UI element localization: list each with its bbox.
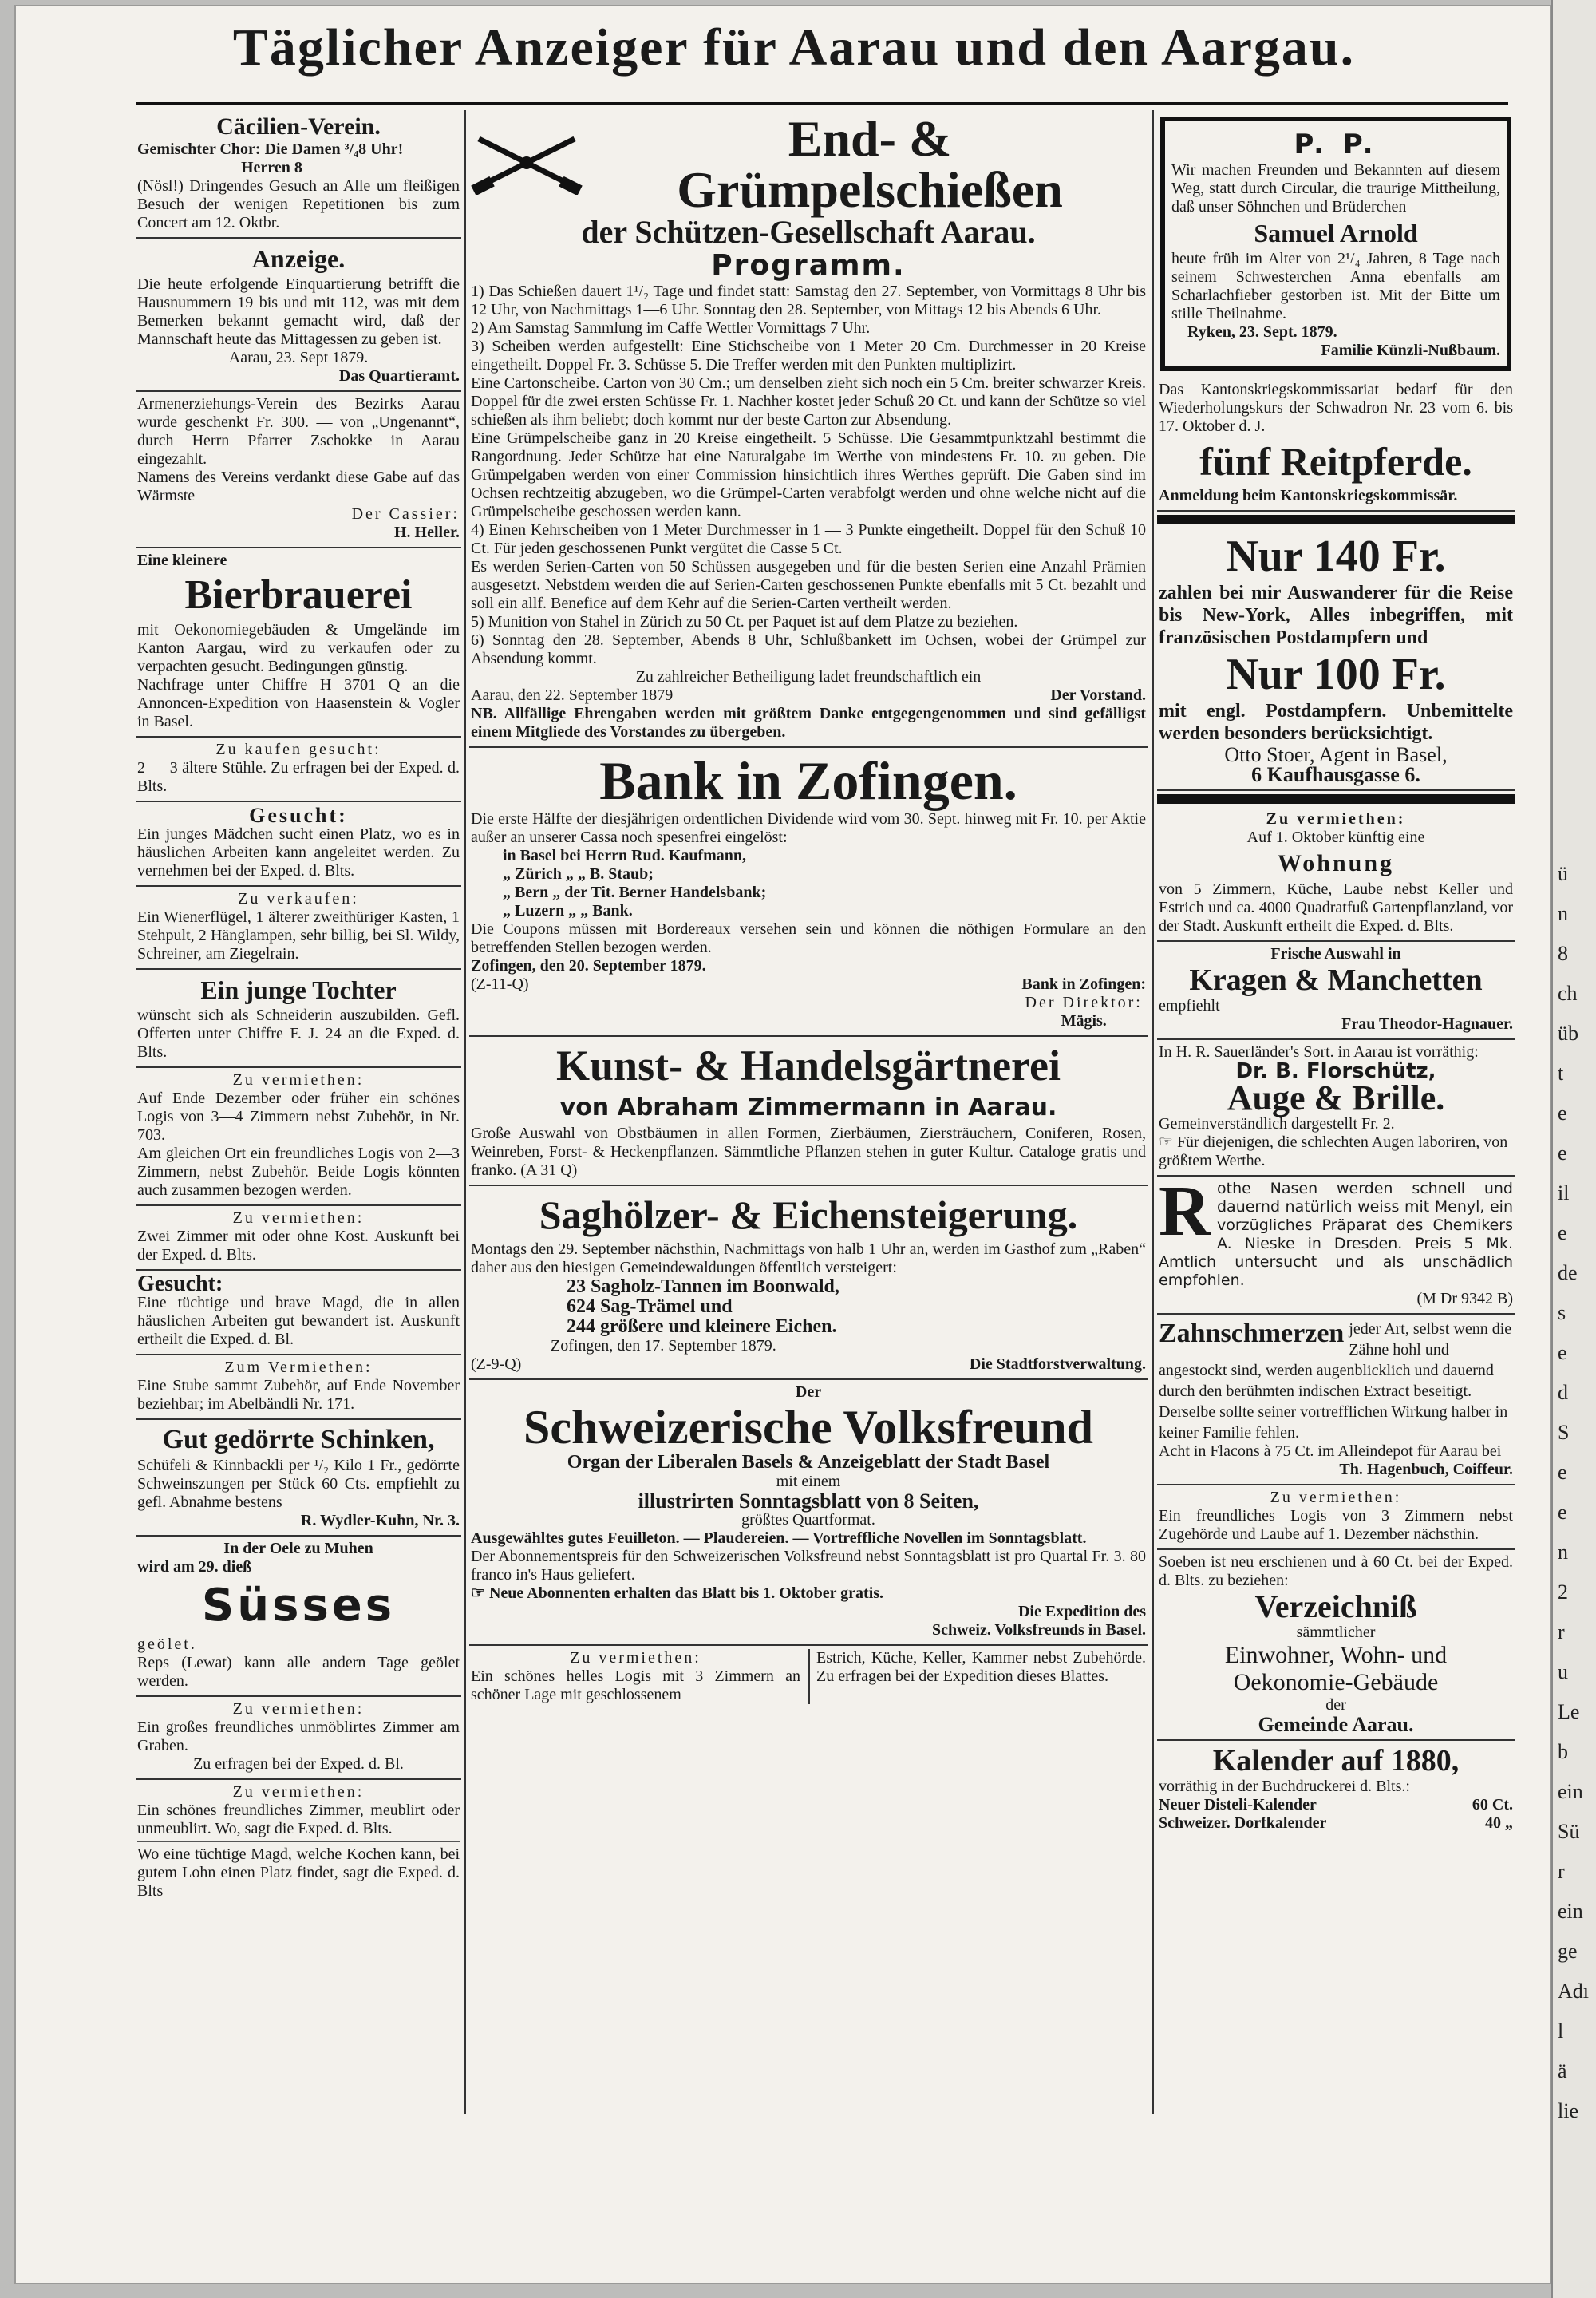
ad-pretitle: wird am 29. dieß <box>137 1558 252 1576</box>
deceased-name: Samuel Arnold <box>1254 219 1418 247</box>
ad-vermiethen-4 <box>136 1697 461 1780</box>
ad-text: Das Kantonskriegskommissariat bedarf für den Wiederholungskurs der Schwadron Nr. 23 vom 6. bis 17. Oktober d. J. <box>1159 381 1513 435</box>
ad-text: jeder Art, selbst wenn die Zähne hohl und angestockt sind, werden augenblicklich und dauernd durch den berühmten indischen Extract beseitigt. Derselbe sollte seiner vortrefflichen Wirkung halber in keiner Familie fehlen. <box>1159 1320 1512 1442</box>
ad-text: Anmeldung beim Kantonskriegskommissär. <box>1159 487 1458 504</box>
ad-line: Gemischter Chor: Die Damen ³/₄8 Uhr! <box>137 140 404 158</box>
ad-text: Ausgewähltes gutes Feuilleton. — Plaudereien. — Vortreffliche Novellen im Sonntagsblatt. <box>471 1529 1087 1547</box>
ad-signature: Der Direktor: <box>1025 994 1143 1011</box>
adjacent-page-strip <box>1551 0 1596 2298</box>
ad-text: vorräthig in der Buchdruckerei d. Blts.: <box>1159 1778 1410 1795</box>
programm-item: Es werden Serien-Carten von 50 Schüssen ausgegeben und für die besten Serien eine Anzahl Prämien ausgesetzt. Nebstdem werden die auf Serien-Carten geschossenen Punkte ebenfalls mit 5 Ct. bezahlt und soll ein allf. Benefice auf dem Kehr auf die Serien-Carten vertheilt werden. <box>471 558 1146 612</box>
ad-text: Gemeinverständlich dargestellt Fr. 2. — <box>1159 1115 1415 1133</box>
masthead-rule <box>136 102 1508 105</box>
ad-line: Herren 8 <box>241 159 302 176</box>
ad-signature: Th. Hagenbuch, Coiffeur. <box>1339 1461 1513 1478</box>
strip-fragment: e <box>1558 1221 1567 1244</box>
ad-title: Gesucht: <box>249 804 348 827</box>
strip-fragment: lie <box>1558 2099 1578 2122</box>
ad-title: Schweizerische Volksfreund <box>523 1401 1093 1454</box>
ad-title: Zu kaufen gesucht: <box>215 741 381 758</box>
ad-title: Zu verkaufen: <box>238 890 359 908</box>
ad-title: Wohnung <box>1277 850 1395 876</box>
ad-verzeichniss <box>1157 1550 1515 1741</box>
ad-pretitle: Der <box>795 1383 822 1401</box>
ad-subtitle: von Abraham Zimmermann in Aarau. <box>559 1094 1057 1121</box>
ad-text: heute früh im Alter von 2¹/₄ Jahren, 8 Tage nach seinem Schwesterchen Anna ebenfalls am Scharlachfieber gestorben ist. Mit der Bitte um stille Theilnahme. <box>1171 250 1500 322</box>
agent-address: 6 Kaufhausgasse 6. <box>1251 763 1420 786</box>
ad-schinken <box>136 1420 461 1537</box>
strip-fragment: ein <box>1558 1780 1583 1803</box>
ad-pretitle: Frische Auswahl in <box>1270 945 1401 963</box>
ad-title: Auge & Brille. <box>1227 1078 1445 1117</box>
ad-vermiethen-3 <box>136 1355 461 1420</box>
column-left <box>136 110 461 2106</box>
strip-fragment: ein <box>1558 1900 1583 1923</box>
ad-junge-tochter <box>136 970 461 1068</box>
programm-item: 1) Das Schießen dauert 1¹/₂ Tage und findet statt: Samstag den 27. September, von Vormittags 8 Uhr bis 12 Uhr, von Nachmittags 1—6 Uhr. Sonntag den 28. September, von Mittags 12 bis Abends 6 Uhr. <box>471 283 1146 318</box>
ad-text: geölet. <box>137 1635 197 1653</box>
ad-signature: Der Cassier: <box>351 505 460 523</box>
ad-title: Zu vermiethen: <box>570 1649 701 1667</box>
strip-fragment: d <box>1558 1381 1568 1404</box>
kalender-price: 40 „ <box>1485 1814 1513 1832</box>
column-divider <box>1152 110 1154 2114</box>
programm-item: 6) Sonntag den 28. September, Abends 8 Uhr, Schlußbankett im Ochsen, wobei der Grümpel zur Absendung kommt. <box>471 631 1146 667</box>
ad-signature: Bank in Zofingen: <box>1021 975 1146 993</box>
ad-text: größtes Quartformat. <box>741 1511 875 1529</box>
price-heading: Nur 100 Fr. <box>1226 650 1446 699</box>
book-author: Dr. B. Florschütz, <box>1235 1059 1436 1083</box>
price-heading: Nur 140 Fr. <box>1226 532 1446 581</box>
strip-fragment: il <box>1558 1181 1570 1204</box>
ad-text: Zu zahlreicher Betheiligung ladet freundschaftlich ein <box>635 668 982 686</box>
ad-title: fünf Reitpferde. <box>1199 439 1472 484</box>
ad-title: Kragen & Manchetten <box>1189 963 1483 997</box>
strip-fragment: 2 <box>1558 1580 1568 1604</box>
programm-item: Eine Grümpelscheibe ganz in 20 Kreise eingetheilt. 5 Schüsse. Die Gesammtpunktzahl bestimmt die Rangordnung. Jeder Schütze hat eine Naturalgabe im Werthe von mindestens Fr. 10. zu geben. Die Grümpelgaben werden von einer Commission hinsichtlich ihres Werthes geprüft. Die Gaben sind im Ochsen rechtzeitig abzugeben, wo die Grümpel-Carten verabfolgt werden und ohne welche nicht auf die Grümpelscheibe geschossen werden kann. <box>471 429 1146 520</box>
programm-item: Eine Cartonscheibe. Carton von 30 Cm.; um denselben zieht sich noch ein 5 Cm. breiter schwarzer Kreis. Doppel für die zwei ersten Schüsse Fr. 1. Nachher kostet jeder Schuß 20 Ct. und kann der Schütze so viel schießen als ihm beliebt; doch kommt nur der beste Carton zur Absendung. <box>471 374 1146 429</box>
programm-item: 4) Einen Kehrscheiben von 1 Meter Durchmesser in 1 — 3 Punkte eingetheilt. Doppel für den Schuß 10 Ct. Für jeden geschossenen Punkt vergütet die Casse 5 Ct. <box>471 521 1146 557</box>
ad-auswanderer <box>1157 528 1515 791</box>
ad-date: Aarau, den 22. September 1879 <box>471 686 674 704</box>
ad-text: Am gleichen Ort ein freundliches Logis von 2—3 Zimmern, nebst Zubehör. Beide Logis könnten auch zusammen bezogen werden. <box>137 1145 460 1199</box>
strip-fragment: n <box>1558 1541 1568 1564</box>
ad-code: (M Dr 9342 B) <box>1416 1290 1513 1307</box>
strip-fragment: e <box>1558 1461 1567 1484</box>
ad-text: Wo eine tüchtige Magd, welche Kochen kann, bei gutem Lohn einen Platz findet, sagt die Exped. d. Blts <box>137 1841 460 1900</box>
programm-item: 3) Scheiben werden aufgestellt: Eine Stichscheibe von 1 Meter 20 Cm. Durchmesser in 20 Kreise eingetheilt. Doppel Fr. 3. Schüsse 5. Die Treffer werden mit den Punkten multiplizirt. <box>471 338 1146 374</box>
ad-signature: Frau Theodor-Hagnauer. <box>1341 1015 1513 1033</box>
ad-text: Montags den 29. September nächsthin, Nachmittags von halb 1 Uhr an, werden im Gasthof zum „Raben“ daher aus den hiesigen Gemeindewaldungen öffentlich versteigert: <box>471 1240 1146 1276</box>
ad-text: Estrich, Küche, Keller, Kammer nebst Zubehörde. Zu erfragen bei der Expedition dieses Blattes. <box>816 1649 1146 1685</box>
ad-title: Saghölzer- & Eichensteigerung. <box>539 1193 1078 1237</box>
ad-text: Gemeinde Aarau. <box>1258 1713 1414 1736</box>
ad-text: Oekonomie-Gebäude <box>1233 1669 1439 1695</box>
ad-title: Süsses <box>201 1580 396 1632</box>
ad-text: der <box>1325 1696 1346 1714</box>
ad-text: Ein schönes freundliches Zimmer, meublirt oder unmeublirt. Wo, sagt die Exped. d. Blts. <box>137 1802 460 1837</box>
ad-text: Ein großes freundliches unmöblirtes Zimmer am Graben. <box>137 1719 460 1754</box>
ad-signature: Mägis. <box>1061 1012 1107 1030</box>
ad-text: 2 — 3 ältere Stühle. Zu erfragen bei der Exped. d. Blts. <box>137 759 460 795</box>
ad-text: wünscht sich als Schneiderin auszubilden. Gefl. Offerten unter Chiffre F. J. 24 an die Exped. d. Blts. <box>137 1007 460 1061</box>
kalender-price: 60 Ct. <box>1472 1796 1513 1813</box>
strip-fragment: r <box>1558 1860 1565 1883</box>
ad-text: Die Coupons müssen mit Bordereaux versehen sein und können die nöthigen Formulare an den betreffenden Stellen bezogen werden. <box>471 920 1146 956</box>
ad-text: Große Auswahl von Obstbäumen in allen Formen, Zierbäumen, Ziersträuchern, Coniferen, Rosen, Weinreben, Forst- & Heckenpflanzen. Sämmtliche Pflanzen stehen in guter Kultur. Cataloge gratis und franko. (A 31 Q) <box>471 1125 1146 1179</box>
programm-heading: Programm. <box>711 249 906 282</box>
bank-place: „ Luzern „ „ Bank. <box>503 902 633 920</box>
strip-fragment: r <box>1558 1620 1565 1643</box>
ad-title: Verzeichniß <box>1254 1588 1417 1624</box>
ad-text: illustrirten Sonntagsblatt von 8 Seiten, <box>638 1489 979 1513</box>
ad-gaertnerei <box>469 1037 1148 1186</box>
pointing-hand-icon: ☞ <box>471 1584 485 1602</box>
ad-text: othe Nasen werden schnell und dauernd natürlich weiss mit Menyl, ein vorzügliches Präparat des Chemikers A. Nieske in Dresden. Preis 5 Mk. Amtlich untersucht und als unschädlich empfohlen. <box>1159 1180 1513 1289</box>
ad-kalender <box>1157 1741 1515 1837</box>
ad-title: Gut gedörrte Schinken, <box>162 1425 435 1454</box>
ad-vermiethen-2 <box>136 1206 461 1271</box>
strip-fragment: 8 <box>1558 942 1568 965</box>
ad-vermiethen-bottom <box>469 1646 1148 1709</box>
strip-fragment: Sü <box>1558 1820 1580 1843</box>
ad-pretitle: In der Oele zu Muhen <box>223 1540 373 1557</box>
strip-fragment: u <box>1558 1660 1568 1683</box>
ad-title: Zu vermiethen: <box>1266 810 1406 828</box>
ad-signature: Die Stadtforstverwaltung. <box>969 1355 1146 1373</box>
ad-text: Eine Stube sammt Zubehör, auf Ende November beziehbar; im Abelbändli Nr. 171. <box>137 1377 460 1413</box>
programm-item: 2) Am Samstag Sammlung im Caffe Wettler Vormittags 7 Uhr. <box>471 319 871 337</box>
strip-fragment: ü <box>1558 862 1568 885</box>
column-center <box>469 110 1148 2106</box>
ad-text: empfiehlt <box>1159 997 1220 1015</box>
agent-name: Otto Stoer, Agent in Basel, <box>1224 743 1448 766</box>
ad-subtitle: Organ der Liberalen Basels & Anzeigeblatt der Stadt Basel <box>567 1452 1050 1473</box>
strip-fragment: de <box>1558 1261 1578 1284</box>
strip-fragment: l <box>1558 2019 1564 2043</box>
bank-place: „ Bern „ der Tit. Berner Handelsbank; <box>503 884 767 901</box>
ad-title: Bank in Zofingen. <box>599 750 1017 811</box>
nb-text: Allfällige Ehrengaben werden mit größtem Danke entgegengenommen und sind gefälligst einem Mitgliede des Vorstandes zu übergeben. <box>471 705 1146 741</box>
ad-text: Die heute erfolgende Einquartierung betrifft die Hausnummern 19 bis und mit 112, was mit dem Bemerken bekannt gemacht wird, daß der Mannschaft heute das Mittagessen zu geben ist. <box>137 275 460 348</box>
ad-text: Ein junges Mädchen sucht einen Platz, wo es in häuslichen Arbeiten kann angeleitet werden. Zu vernehmen bei der Exped. d. Blts. <box>137 825 460 880</box>
ad-magd <box>136 1271 461 1355</box>
ad-rothe-nasen <box>1157 1177 1515 1315</box>
ad-kragen <box>1157 942 1515 1040</box>
ad-zahnschmerzen <box>1157 1315 1515 1485</box>
ad-text: Reps (Lewat) kann alle andern Tage geölet werden. <box>137 1654 460 1690</box>
kalender-name: Schweizer. Dorfkalender <box>1159 1814 1327 1832</box>
ad-suesses <box>136 1537 461 1697</box>
ad-pretitle: In H. R. Sauerländer's Sort. in Aarau ist vorräthig: <box>1159 1043 1479 1061</box>
ad-title: Cäcilien-Verein. <box>216 113 381 140</box>
bank-place: „ Zürich „ „ B. Staub; <box>503 865 654 883</box>
ad-wohnung <box>1157 807 1515 942</box>
ad-text: sämmtlicher <box>1296 1624 1376 1641</box>
ad-gesucht <box>136 802 461 887</box>
heavy-rule <box>1157 794 1515 804</box>
ad-title: Kunst- & Handelsgärtnerei <box>556 1042 1061 1090</box>
ad-signature: Der Vorstand. <box>1050 686 1146 704</box>
ad-sagholz <box>469 1186 1148 1380</box>
ad-text: zahlen bei mir Auswanderer für die Reise bis New-York, Alles inbegriffen, mit französischen Postdampfern und <box>1159 583 1513 648</box>
ad-pretitle: Eine kleinere <box>137 552 227 569</box>
ad-text: Eine tüchtige und brave Magd, die in allen häuslichen Arbeiten gut bewandert ist. Auskunft ertheilt die Exped. d. Bl. <box>137 1294 460 1348</box>
ad-text: Die erste Hälfte der diesjährigen ordentlichen Dividende wird vom 30. Sept. hinweg mit Fr. 10. per Aktie außer an unserer Cassa noch spesenfrei eingelöst: <box>471 810 1146 846</box>
ad-schiessen <box>469 110 1148 748</box>
ad-signature: Familie Künzli-Nußbaum. <box>1321 342 1500 359</box>
ad-bierbrauerei <box>136 548 461 738</box>
strip-fragment: e <box>1558 1141 1567 1165</box>
ad-text: Für diejenigen, die schlechten Augen laboriren, von größtem Werthe. <box>1159 1133 1508 1169</box>
ad-text: Zwei Zimmer mit oder ohne Kost. Auskunft bei der Exped. d. Blts. <box>137 1228 460 1264</box>
ad-title: Zahnschmerzen <box>1159 1319 1345 1348</box>
ad-vermiethen-5 <box>136 1780 461 1905</box>
ad-text: Nachfrage unter Chiffre H 3701 Q an die Annoncen-Expedition von Haasenstein & Vogler in Basel. <box>137 676 460 730</box>
ad-armen <box>136 392 461 548</box>
ad-signature: H. Heller. <box>393 524 460 541</box>
strip-fragment: e <box>1558 1102 1567 1125</box>
ad-text: Schüfeli & Kinnbackli per ¹/₂ Kilo 1 Fr., gedörrte Schweinszungen per Stück 60 Cts. empfiehlt zu gefl. Abnahme bestens <box>137 1457 460 1511</box>
ad-signature: Das Quartieramt. <box>338 367 460 385</box>
ad-text: Wir machen Freunden und Bekannten auf diesem Weg, statt durch Circular, die traurige Mittheilung, daß unser Söhnchen und Brüderchen <box>1171 161 1500 216</box>
ad-signature: R. Wydler-Kuhn, Nr. 3. <box>300 1512 460 1529</box>
ad-title: Ein junge Tochter <box>200 975 397 1004</box>
ad-text: Auf Ende Dezember oder früher ein schönes Logis von 3—4 Zimmern nebst Zubehör, in Nr. 703. <box>137 1090 460 1144</box>
ad-title: Anzeige. <box>251 244 346 273</box>
crossed-rifles-icon <box>471 131 583 199</box>
strip-fragment: S <box>1558 1421 1570 1444</box>
ad-date: Zofingen, den 20. September 1879. <box>471 957 706 975</box>
pointing-hand-icon: ☞ <box>1159 1133 1173 1151</box>
nb-label: NB. <box>471 705 497 722</box>
ad-date: Aarau, 23. Sept 1879. <box>228 349 369 366</box>
ad-text: Ein schönes helles Logis mit 3 Zimmern an schöner Lage mit geschlossenem <box>471 1667 800 1703</box>
ad-title: Kalender auf 1880, <box>1212 1744 1460 1778</box>
ad-text: Acht in Flacons à 75 Ct. im Alleindepot für Aarau bei <box>1159 1442 1502 1460</box>
ad-zu-verkaufen <box>136 887 461 970</box>
ad-text: Ein Wienerflügel, 1 älterer zweithüriger Kasten, 1 Stehpult, 2 Hänglampen, sehr billig, bei Sl. Wildy, Schreiner, am Ziegelrain. <box>137 908 460 963</box>
ad-logis <box>1157 1485 1515 1550</box>
sagholz-item: 23 Sagholz-Tannen im Boonwald, <box>567 1276 839 1297</box>
sagholz-item: 624 Sag-Trämel und <box>567 1296 733 1317</box>
ad-signature: Die Expedition des <box>1017 1603 1146 1620</box>
strip-fragment: ge <box>1558 1940 1578 1963</box>
ad-text: Ein freundliches Logis von 3 Zimmern nebst Zugehörde und Laube auf 1. Dezember nächsthin. <box>1159 1507 1513 1543</box>
ad-title: Zu vermiethen: <box>232 1700 365 1718</box>
ad-text: Zu erfragen bei der Exped. d. Bl. <box>193 1755 404 1773</box>
ad-pretitle: Auf 1. Oktober künftig eine <box>1246 829 1425 846</box>
strip-fragment: ä <box>1558 2059 1567 2082</box>
ad-title: Zum Vermiethen: <box>224 1359 373 1376</box>
sagholz-item: 244 größere und kleinere Eichen. <box>567 1316 837 1337</box>
strip-fragment: e <box>1558 1501 1567 1524</box>
ad-text: von 5 Zimmern, Küche, Laube nebst Keller und Estrich und ca. 4000 Quadratfuß Gartenpflanzland, vor der Stadt. Auskunft ertheilt die Exped. d. Blts. <box>1159 880 1513 935</box>
ad-signature: Schweiz. Volksfreunds in Basel. <box>931 1621 1146 1639</box>
strip-fragment: Adı <box>1558 1980 1589 2003</box>
ad-text: Armenerziehungs-Verein des Bezirks Aarau wurde geschenkt Fr. 300. — von „Ungenannt“, durch Herrn Pfarrer Zschokke in Aarau eingezahlt. <box>137 395 460 468</box>
drop-cap: R <box>1159 1177 1211 1251</box>
strip-fragment: s <box>1558 1301 1566 1324</box>
ad-subtitle: der Schützen-Gesellschaft Aarau. <box>581 214 1036 250</box>
ad-title: Zu vermiethen: <box>232 1071 365 1089</box>
ad-text: (Nösl!) Dringendes Gesuch an Alle um fleißigen Besuch der wenigen Repetitionen bis zum Concert am 12. Oktbr. <box>137 177 460 231</box>
column-right <box>1157 110 1515 2106</box>
column-divider <box>464 110 466 2114</box>
ad-anzeige <box>136 239 461 392</box>
masthead: Täglicher Anzeiger für Aarau und den Aargau. <box>232 18 1356 77</box>
ad-date: Ryken, 23. Sept. 1879. <box>1187 323 1337 341</box>
ad-code: (Z-9-Q) <box>471 1355 522 1373</box>
ad-text: Der Abonnementspreis für den Schweizerischen Volksfreund nebst Sonntagsblatt ist pro Quartal Fr. 3. 80 franco in's Haus geliefert. <box>471 1548 1146 1584</box>
ad-text: Einwohner, Wohn- und <box>1224 1642 1448 1668</box>
ad-title: Gesucht: <box>137 1272 223 1296</box>
ad-text: Neue Abonnenten erhalten das Blatt bis 1. Oktober gratis. <box>488 1584 884 1602</box>
ad-title: Zu vermiethen: <box>232 1209 365 1227</box>
ad-vermiethen-1 <box>136 1068 461 1206</box>
programm-item: 5) Munition von Stahel in Zürich zu 50 Ct. per Paquet ist auf dem Platze zu beziehen. <box>471 613 1018 631</box>
heavy-rule <box>1157 515 1515 524</box>
strip-fragment: ch <box>1558 982 1578 1005</box>
ad-bank-zofingen <box>469 748 1148 1037</box>
kalender-name: Neuer Disteli-Kalender <box>1159 1796 1317 1813</box>
ad-caecilien <box>136 110 461 239</box>
ad-code: (Z-11-Q) <box>471 975 529 993</box>
strip-fragment: t <box>1558 1062 1564 1085</box>
ad-title: Zu vermiethen: <box>1270 1489 1402 1506</box>
strip-fragment: b <box>1558 1740 1568 1763</box>
ad-title: End- & Grümpelschießen <box>677 110 1063 218</box>
ad-title: Zu vermiethen: <box>232 1783 365 1801</box>
ad-title: Bierbrauerei <box>184 572 413 618</box>
bank-place: in Basel bei Herrn Rud. Kaufmann, <box>503 847 747 864</box>
ad-pretitle: Soeben ist neu erschienen und à 60 Ct. bei der Exped. d. Blts. zu beziehen: <box>1159 1553 1513 1589</box>
ad-text: mit Oekonomiegebäuden & Umgelände im Kanton Aargau, wird zu verkaufen oder zu verpachten gesucht. Bedingungen günstig. <box>137 621 460 675</box>
ad-reitpferde <box>1157 378 1515 512</box>
strip-fragment: Le <box>1558 1700 1580 1723</box>
ad-text: Namens des Vereins verdankt diese Gabe auf das Wärmste <box>137 469 460 504</box>
ad-text: mit einem <box>776 1473 841 1490</box>
ad-date: Zofingen, den 17. September 1879. <box>551 1337 776 1355</box>
strip-fragment: üb <box>1558 1022 1578 1045</box>
ad-title: P. P. <box>1294 129 1378 160</box>
strip-fragment: e <box>1558 1341 1567 1364</box>
ad-text: mit engl. Postdampfern. Unbemittelte werden besonders berücksichtigt. <box>1159 701 1513 744</box>
ad-obituary <box>1160 117 1511 371</box>
ad-auge-brille <box>1157 1040 1515 1177</box>
ad-volksfreund <box>469 1380 1148 1646</box>
strip-fragment: n <box>1558 902 1568 925</box>
ad-zu-kaufen <box>136 738 461 802</box>
